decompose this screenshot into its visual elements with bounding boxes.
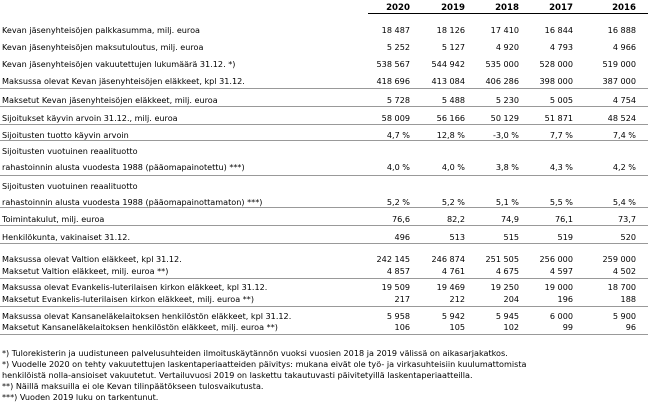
cell-2017: 51 871: [544, 113, 573, 123]
row-divider: [0, 225, 648, 226]
row-label: Toimintakulut, milj. euroa: [2, 214, 105, 224]
row-divider: [0, 106, 648, 107]
cell-2016: 5 900: [612, 311, 636, 321]
row-label: Sijoitusten vuotuinen reaalituotto: [2, 146, 138, 156]
footnote: *) Vuodelle 2020 on tehty vakuutettujen laskentaperiaatteiden päivitys: mukana eivät ole työ- ja virkasuhteisiin kuulumattomista: [2, 359, 527, 369]
table-row: [0, 311, 648, 322]
cell-2017: 398 000: [539, 76, 573, 86]
cell-2018: 515: [503, 232, 519, 242]
cell-2017: 5 005: [549, 95, 573, 105]
cell-2018: 535 000: [485, 59, 519, 69]
row-label: Maksussa olevat Evankelis-luterilaisen kirkon eläkkeet, kpl 31.12.: [2, 282, 268, 292]
cell-2018: 4 920: [495, 42, 519, 52]
row-label: Maksetut Valtion eläkkeet, milj. euroa **): [2, 266, 169, 276]
cell-2016: 4 966: [612, 42, 636, 52]
cell-2018: 204: [503, 294, 519, 304]
cell-2020: 106: [394, 322, 410, 332]
cell-2020: 58 009: [381, 113, 410, 123]
cell-2016: 520: [620, 232, 636, 242]
cell-2017: 19 000: [544, 282, 573, 292]
cell-2017: 196: [557, 294, 573, 304]
cell-2017: 76,1: [554, 214, 573, 224]
cell-2020: 18 487: [381, 25, 410, 35]
cell-2018: 3,8 %: [495, 162, 519, 172]
table-row: [0, 266, 648, 277]
cell-2017: 4 793: [549, 42, 573, 52]
cell-2019: 544 942: [431, 59, 465, 69]
row-label: Maksussa olevat Kevan jäsenyhteisöjen eläkkeet, kpl 31.12.: [2, 76, 245, 86]
cell-2017: 6 000: [549, 311, 573, 321]
cell-2020: 5 728: [386, 95, 410, 105]
row-divider: [0, 140, 648, 141]
cell-2020: 217: [394, 294, 410, 304]
row-label: Henkilökunta, vakinaiset 31.12.: [2, 232, 131, 242]
cell-2016: 18 700: [607, 282, 636, 292]
table-row: [0, 181, 648, 192]
year-2020: 2020: [386, 3, 410, 13]
cell-2020: 76,6: [391, 214, 410, 224]
cell-2016: 7,4 %: [612, 130, 636, 140]
cell-2017: 7,7 %: [549, 130, 573, 140]
cell-2019: 56 166: [436, 113, 465, 123]
table-row: [0, 113, 648, 124]
cell-2020: 5,2 %: [386, 197, 410, 207]
cell-2017: 4,3 %: [549, 162, 573, 172]
footnotes: [2, 348, 642, 403]
cell-2020: 5 958: [386, 311, 410, 321]
cell-2019: 4 761: [441, 266, 465, 276]
footnote: **) Näillä maksuilla ei ole Kevan tilinpäätökseen tulosvaikutusta.: [2, 381, 264, 391]
cell-2019: 5 488: [441, 95, 465, 105]
cell-2018: -3,0 %: [492, 130, 519, 140]
cell-2017: 5,5 %: [549, 197, 573, 207]
cell-2019: 5 942: [441, 311, 465, 321]
cell-2019: 413 084: [431, 76, 465, 86]
table-row: [0, 294, 648, 305]
cell-2020: 496: [394, 232, 410, 242]
cell-2019: 18 126: [436, 25, 465, 35]
cell-2016: 48 524: [607, 113, 636, 123]
cell-2020: 19 509: [381, 282, 410, 292]
cell-2016: 387 000: [602, 76, 636, 86]
cell-2017: 4 597: [549, 266, 573, 276]
cell-2018: 251 505: [485, 254, 519, 264]
row-divider: [0, 88, 648, 89]
cell-2018: 406 286: [485, 76, 519, 86]
row-label: Kevan jäsenyhteisöjen maksutuloutus, milj. euroa: [2, 42, 204, 52]
row-label: Maksetut Evankelis-luterilaisen kirkon eläkkeet, milj. euroa **): [2, 294, 254, 304]
year-header: [0, 1, 648, 13]
cell-2020: 242 145: [376, 254, 410, 264]
table-row: [0, 95, 648, 106]
cell-2017: 99: [562, 322, 573, 332]
row-divider: [0, 207, 648, 208]
cell-2016: 96: [625, 322, 636, 332]
table-row: [0, 322, 648, 333]
row-label: Sijoitusten vuotuinen reaalituotto: [2, 181, 138, 191]
cell-2018: 102: [503, 322, 519, 332]
table-row: [0, 59, 648, 70]
year-2016: 2016: [612, 3, 636, 13]
cell-2018: 17 410: [490, 25, 519, 35]
cell-2020: 418 696: [376, 76, 410, 86]
cell-2020: 4 857: [386, 266, 410, 276]
cell-2016: 188: [620, 294, 636, 304]
table-row: [0, 232, 648, 243]
year-2017: 2017: [549, 3, 573, 13]
row-label: rahastoinnin alusta vuodesta 1988 (pääomapainottamaton) ***): [2, 197, 263, 207]
cell-2019: 513: [449, 232, 465, 242]
row-label: Kevan jäsenyhteisöjen palkkasumma, milj. euroa: [2, 25, 200, 35]
row-divider: [0, 306, 648, 307]
cell-2019: 4,0 %: [441, 162, 465, 172]
cell-2017: 519: [557, 232, 573, 242]
cell-2016: 5,4 %: [612, 197, 636, 207]
cell-2019: 105: [449, 322, 465, 332]
table-row: [0, 76, 648, 87]
cell-2016: 4,2 %: [612, 162, 636, 172]
cell-2018: 19 250: [490, 282, 519, 292]
row-label: Sijoitukset käyvin arvoin 31.12., milj. euroa: [2, 113, 178, 123]
cell-2017: 528 000: [539, 59, 573, 69]
cell-2018: 50 129: [490, 113, 519, 123]
cell-2016: 519 000: [602, 59, 636, 69]
cell-2020: 538 567: [376, 59, 410, 69]
cell-2019: 12,8 %: [436, 130, 465, 140]
year-2019: 2019: [441, 3, 465, 13]
table-row: [0, 254, 648, 265]
cell-2016: 4 754: [612, 95, 636, 105]
cell-2017: 16 844: [544, 25, 573, 35]
cell-2019: 246 874: [431, 254, 465, 264]
footnote: *) Tulorekisterin ja uudistuneen palvelusuhteiden ilmoituskäytännön vuoksi vuosien 2018 ja 2019 välissä on aikasarjakatkos.: [2, 348, 508, 358]
cell-2018: 5 230: [495, 95, 519, 105]
footnote: henkilöistä nolla-ansioiset vakuutetut. Vertailuvuosi 2019 on laskettu takautuvasti päivitetyillä laskentaperiaatteilla.: [2, 370, 473, 380]
cell-2018: 5 945: [495, 311, 519, 321]
row-label: Sijoitusten tuotto käyvin arvoin: [2, 130, 129, 140]
table-row: [0, 282, 648, 293]
header-divider: [368, 13, 648, 14]
cell-2019: 212: [449, 294, 465, 304]
cell-2019: 5 127: [441, 42, 465, 52]
table-row: [0, 42, 648, 53]
cell-2018: 74,9: [500, 214, 519, 224]
cell-2016: 73,7: [617, 214, 636, 224]
cell-2016: 259 000: [602, 254, 636, 264]
row-divider: [0, 243, 648, 244]
cell-2020: 4,0 %: [386, 162, 410, 172]
cell-2017: 256 000: [539, 254, 573, 264]
row-label: Maksussa olevat Kansaneläkelaitoksen henkilöstön eläkkeet, kpl 31.12.: [2, 311, 292, 321]
table-row: [0, 25, 648, 36]
row-divider: [0, 278, 648, 279]
row-label: Maksetut Kansaneläkelaitoksen henkilöstön eläkkeet, milj. euroa **): [2, 322, 278, 332]
year-2018: 2018: [495, 3, 519, 13]
cell-2019: 19 469: [436, 282, 465, 292]
cell-2020: 4,7 %: [386, 130, 410, 140]
cell-2019: 5,2 %: [441, 197, 465, 207]
row-divider: [0, 175, 648, 176]
row-label: Maksetut Kevan jäsenyhteisöjen eläkkeet, milj. euroa: [2, 95, 218, 105]
row-divider: [0, 334, 648, 335]
row-label: Maksussa olevat Valtion eläkkeet, kpl 31.12.: [2, 254, 182, 264]
table-row: [0, 214, 648, 225]
table-row: [0, 146, 648, 157]
row-divider: [0, 124, 648, 125]
cell-2016: 4 502: [612, 266, 636, 276]
table-row: [0, 162, 648, 173]
row-label: Kevan jäsenyhteisöjen vakuutettujen lukumäärä 31.12. *): [2, 59, 236, 69]
row-label: rahastoinnin alusta vuodesta 1988 (pääomapainotettu) ***): [2, 162, 245, 172]
footnote: ***) Vuoden 2019 luku on tarkentunut.: [2, 392, 159, 402]
cell-2018: 4 675: [495, 266, 519, 276]
cell-2016: 16 888: [607, 25, 636, 35]
cell-2020: 5 252: [386, 42, 410, 52]
cell-2018: 5,1 %: [495, 197, 519, 207]
cell-2019: 82,2: [446, 214, 465, 224]
